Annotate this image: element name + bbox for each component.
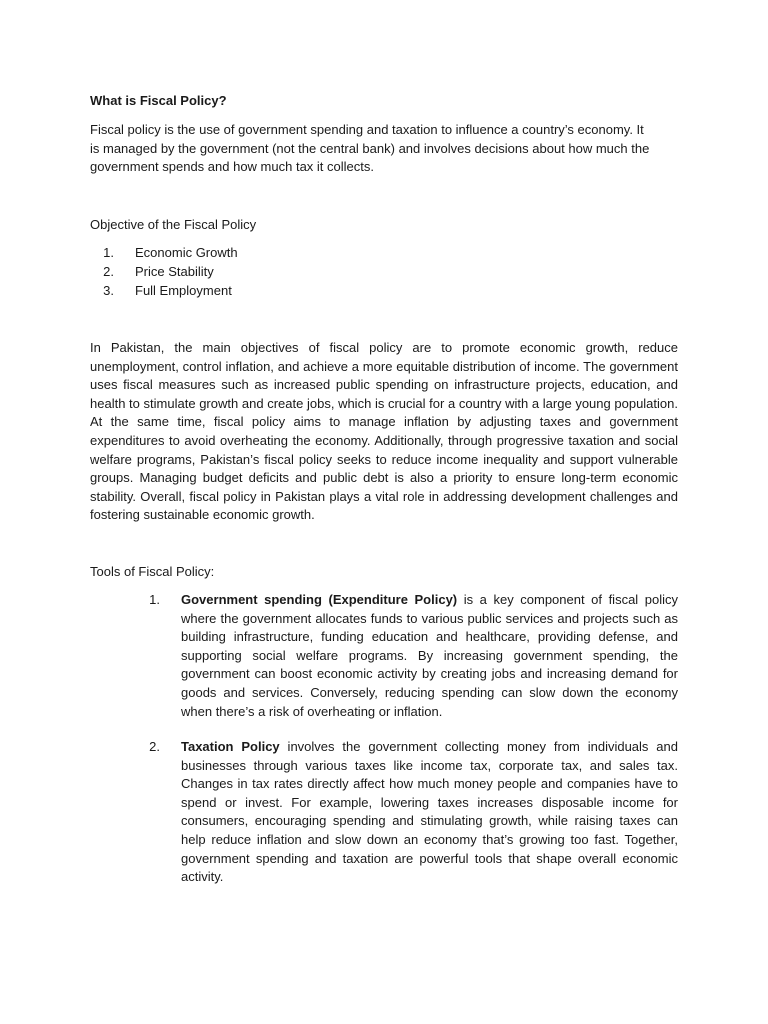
list-item-number: 3.	[103, 282, 114, 298]
objectives-heading: Objective of the Fiscal Policy	[90, 217, 257, 232]
tool-item-number: 1.	[149, 592, 160, 607]
list-item-number: 1.	[103, 245, 114, 260]
pakistan-paragraph: In Pakistan, the main objectives of fiscal policy are to promote economic growth, reduce unemployment, control inflation, and achieve a more equitable distribution of income. The government uses fiscal measures such as increased public spending on infrastructure projects, education, and health to stimulate growth and create jobs, which is crucial for a country with a large young population. At the same time, fiscal policy aims to manage inflation by adjusting taxes and government expenditures to avoid overheating the economy. Additionally, through progressive taxation and social welfare programs, Pakistan’s fiscal policy seeks to reduce income inequality and support vulnerable groups. Managing budget deficits and public debt is also a priority to ensure long-term economic stability. Overall, fiscal policy in Pakistan plays a vital role in addressing development challenges and fostering sustainable economic growth.	[90, 340, 678, 523]
list-item-text: Economic Growth	[135, 245, 238, 260]
page-title: What is Fiscal Policy?	[90, 93, 227, 108]
tool-description: is a key component of fiscal policy where the government allocates funds to various public services and projects such as building infrastructure, funding education and healthcare, providing defense, and supporting social welfare programs. By increasing government spending, the government can boost economic activity by creating jobs and increasing demand for goods and services. Conversely, reducing spending can slow down the economy when there’s a risk of overheating or inflation.	[181, 592, 678, 719]
list-item	[90, 244, 238, 263]
tool-item-taxation	[136, 738, 678, 887]
list-item-text: Full Employment	[135, 282, 232, 298]
list-item	[90, 263, 238, 282]
tool-item-number: 2.	[149, 739, 160, 754]
tool-term: Taxation Policy	[181, 739, 280, 754]
list-item	[90, 282, 238, 301]
objectives-list	[90, 244, 238, 300]
tool-item-body	[181, 738, 678, 887]
tools-heading: Tools of Fiscal Policy:	[90, 564, 215, 579]
tool-term: Government spending (Expenditure Policy)	[181, 592, 458, 607]
tool-description: involves the government collecting money from individuals and businesses through various taxes like income tax, corporate tax, and sales tax. Changes in tax rates directly affect how much money people and companies have to spend or invest. For example, lowering taxes increases disposable income for consumers, encouraging spending and stimulating growth, while raising taxes can help reduce inflation and slow down an economy that’s growing too fast. Together, government spending and taxation are powerful tools that shape overall economic activity.	[181, 739, 678, 885]
intro-paragraph: Fiscal policy is the use of government spending and taxation to influence a country’s economy. It is managed by the government (not the central bank) and involves decisions about how much the government spends and how much tax it collects.	[90, 122, 650, 175]
tool-item-expenditure	[136, 591, 678, 721]
list-item-number: 2.	[103, 263, 114, 279]
tool-item-body	[181, 591, 678, 721]
list-item-text: Price Stability	[135, 263, 214, 279]
